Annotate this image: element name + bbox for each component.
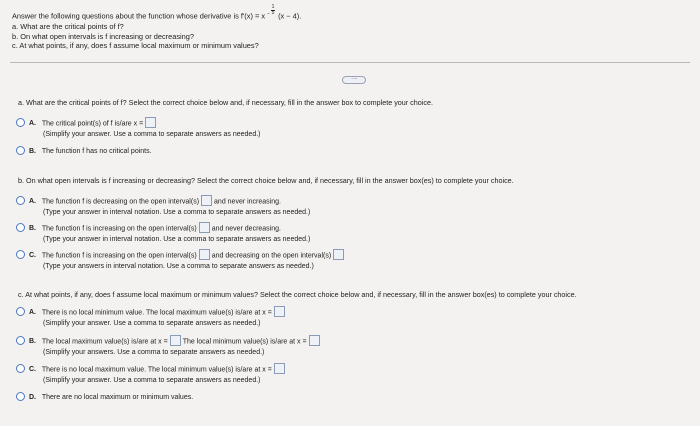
function-statement [12,4,692,22]
answer-box[interactable] [201,195,212,206]
option-text-middle: and decreasing on the open interval(s) [211,252,332,260]
option-letter: C. [29,252,36,260]
subquestion-a: a. What are the critical points of f? [12,22,124,32]
part-b-option-a[interactable] [16,196,310,218]
exponent-sign: − [267,11,271,17]
option-text-end: and never decreasing. [211,225,281,233]
option-text-min: The local minimum value(s) is/are at x = [182,338,307,346]
option-text: The function f is decreasing on the open interval(s) [41,198,200,206]
exponent-numerator: 1 [271,4,275,11]
option-text: There are no local maximum or minimum values. [41,394,194,401]
option-letter: A. [29,309,36,317]
part-c-option-c[interactable] [16,364,287,386]
radio-button[interactable] [16,307,25,316]
part-a-question: a. What are the critical points of f? Select the correct choice below and, if necessary, fill in the answer box to complete your choice. [18,98,433,107]
radio-button[interactable] [16,336,25,345]
exponent-denominator: 5 [271,10,275,17]
option-hint: (Simplify your answer. Use a comma to separate answers as needed.) [43,131,261,139]
part-a-option-a[interactable] [16,118,261,140]
option-hint: (Simplify your answers. Use a comma to separate answers as needed.) [43,349,265,357]
part-c-question: c. At what points, if any, does f assume local maximum or minimum values? Select the correct choice below and, if necessary, fill in the answer box(es) to complete your choice. [18,290,577,299]
statement-text: Answer the following questions about the function whose derivative is f'(x) = x [12,11,266,21]
radio-button[interactable] [16,364,25,373]
option-letter: D. [29,394,36,401]
answer-box-max[interactable] [170,335,181,346]
option-letter: A. [29,120,36,128]
radio-button[interactable] [16,146,25,155]
part-b-option-b[interactable] [16,223,310,245]
subquestion-c: c. At what points, if any, does f assume local maximum or minimum values? [12,41,259,51]
option-letter: B. [29,148,36,155]
radio-button[interactable] [16,196,25,205]
answer-box[interactable] [274,363,285,374]
part-b-question: b. On what open intervals is f increasing or decreasing? Select the correct choice below and, if necessary, fill in the answer box(es) to complete your choice. [18,176,514,185]
answer-box-min[interactable] [309,335,320,346]
option-letter: C. [29,366,36,374]
option-letter: B. [29,338,36,346]
option-text: There is no local minimum value. The local maximum value(s) is/are at x = [41,309,272,317]
option-hint: (Simplify your answer. Use a comma to separate answers as needed.) [43,320,261,328]
part-a-option-b[interactable] [16,146,152,157]
radio-button[interactable] [16,392,25,401]
option-hint: (Type your answer in interval notation. Use a comma to separate answers as needed.) [43,236,311,244]
answer-box[interactable] [199,222,210,233]
part-c-option-a[interactable] [16,307,287,329]
option-text: The critical point(s) of f is/are x = [41,120,144,128]
option-hint: (Type your answer in interval notation. Use a comma to separate answers as needed.) [43,209,311,217]
option-letter: A. [29,198,36,206]
statement-factor: (x − 4). [278,11,302,21]
option-hint: (Type your answers in interval notation. Use a comma to separate answers as needed.) [43,263,314,271]
radio-button[interactable] [16,223,25,232]
expand-toggle-button[interactable]: ····· [342,76,366,84]
option-text: There is no local maximum value. The local minimum value(s) is/are at x = [41,366,272,374]
option-text: The local maximum value(s) is/are at x = [41,338,168,346]
part-b-option-c[interactable] [16,250,346,272]
answer-box[interactable] [145,117,156,128]
answer-box[interactable] [274,306,285,317]
part-c-option-b[interactable] [16,336,322,358]
problem-header [12,4,692,51]
divider [10,62,690,63]
radio-button[interactable] [16,118,25,127]
option-text: The function f is increasing on the open interval(s) [41,225,197,233]
exponent [271,5,275,16]
part-c-option-d[interactable] [16,392,193,403]
answer-box-decreasing[interactable] [333,249,344,260]
radio-button[interactable] [16,250,25,259]
option-text-end: and never increasing. [214,198,281,206]
option-text: The function f has no critical points. [41,148,152,155]
option-letter: B. [29,225,36,233]
option-hint: (Simplify your answer. Use a comma to separate answers as needed.) [43,377,261,385]
subquestion-b: b. On what open intervals is f increasing or decreasing? [12,31,194,41]
option-text: The function f is increasing on the open interval(s) [41,252,197,260]
answer-box-increasing[interactable] [199,249,210,260]
